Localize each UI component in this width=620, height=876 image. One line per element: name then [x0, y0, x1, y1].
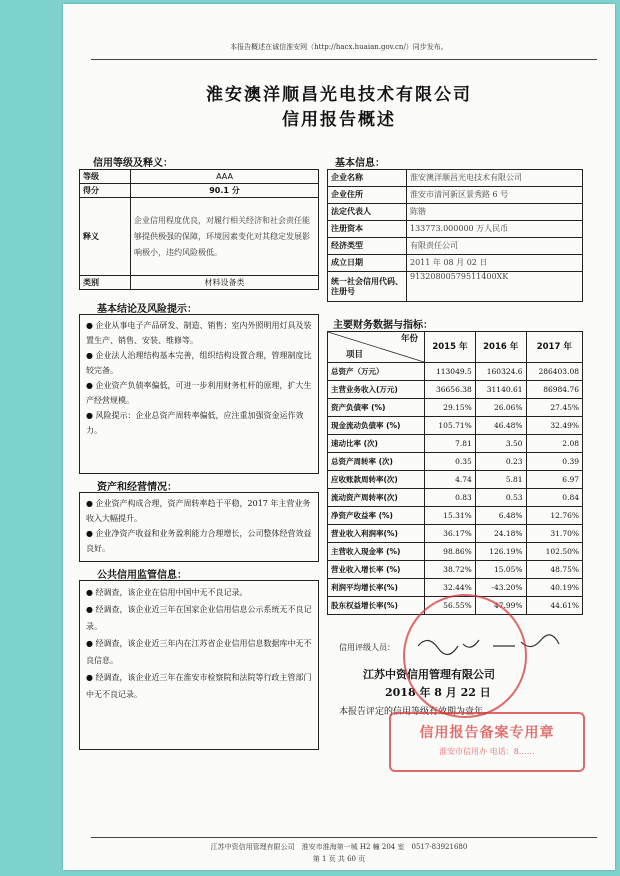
table-corner [328, 332, 425, 363]
finance-cell: 36656.38 [425, 381, 476, 399]
finance-cell: 12.76% [526, 507, 582, 525]
list-item: ● 企业资产构成合理，资产周转率趋于平稳，2017 年主营业务收入大幅提升。 [86, 499, 311, 523]
table-row [328, 435, 583, 453]
finance-cell: 0.39 [526, 453, 582, 471]
finance-cell: 38.72% [425, 561, 476, 579]
finance-cell: 3.50 [475, 435, 526, 453]
year-header: 2017 年 [526, 332, 582, 363]
finance-cell: 46.48% [475, 417, 526, 435]
finance-cell: 36.17% [425, 525, 476, 543]
list-item: ● 企业净资产收益和业务盈利能力合理增长，公司整体经营效益良好。 [86, 529, 312, 553]
table-row [328, 399, 583, 417]
issuer-name: 江苏中资信用管理有限公司 [363, 668, 495, 681]
footer-divider [91, 837, 597, 838]
list-item: ● 企业从事电子产品研发、制造、销售；室内外照明用灯具及装置生产、销售、安装、维修等。 [86, 321, 312, 345]
conclusion-box [79, 314, 319, 474]
finance-cell: 15.31% [425, 507, 476, 525]
table-row [328, 453, 583, 471]
finance-row-label: 总资产周转率 (次) [328, 453, 425, 471]
finance-cell: 0.84 [526, 489, 582, 507]
finance-row-label: 主营业务收入(万元) [328, 381, 425, 399]
table-row [328, 381, 583, 399]
basic-label: 企业名称 [328, 170, 407, 187]
table-row [328, 471, 583, 489]
credit-explanation: 企业信用程度优良，对履行相关经济和社会责任能够提供极强的保障，环境因素变化对其稳定发展影响极小，违约风险极低。 [131, 198, 319, 276]
company-title: 淮安澳洋顺昌光电技术有限公司 [206, 85, 472, 105]
operation-box [79, 492, 319, 562]
finance-cell: 32.49% [526, 417, 582, 435]
list-item: ● 经调查，该企业近三年内在江苏省企业信用信息数据库中无不良信息。 [86, 639, 312, 665]
finance-cell: 0.23 [475, 453, 526, 471]
credit-value: 90.1 分 [131, 184, 319, 198]
header-divider [91, 59, 597, 60]
stamp-text: 信用报告备案专用章 [419, 725, 555, 741]
basic-value: 133773.000000 万人民币 [407, 221, 583, 238]
year-header: 2015 年 [425, 332, 476, 363]
finance-cell: 0.83 [425, 489, 476, 507]
finance-cell: 26.06% [475, 399, 526, 417]
finance-cell: 44.61% [526, 597, 582, 615]
conclusion-heading: 基本结论及风险提示： [97, 304, 197, 315]
finance-cell: 32.44% [425, 579, 476, 597]
report-page [63, 4, 615, 870]
issue-date: 2018 年 8 月 22 日 [385, 686, 491, 699]
footer-contact: 江苏中资信用管理有限公司 淮安市淮海第一城 H2 幢 204 室 0517-83921680 [210, 843, 468, 851]
table-row [328, 417, 583, 435]
finance-cell: 0.53 [475, 489, 526, 507]
list-item: ● 经调查，该企业在信用中国中无不良记录。 [86, 588, 248, 597]
finance-cell: 105.71% [425, 417, 476, 435]
finance-cell: 0.35 [425, 453, 476, 471]
report-title: 信用报告概述 [282, 110, 396, 130]
basic-label: 注册资本 [328, 221, 407, 238]
stamp-subtext: 淮安市信用办 电话：8…… [439, 747, 535, 756]
finance-row-label: 利润平均增长率(%) [328, 579, 425, 597]
corner-year-label: 年份 [400, 334, 418, 344]
basic-label: 法定代表人 [328, 204, 407, 221]
basic-value: 2011 年 08 月 02 日 [407, 255, 583, 272]
basic-label: 成立日期 [328, 255, 407, 272]
table-row [328, 543, 583, 561]
header-note: 本报告概述在诚信淮安网（http://hacx.huaian.gov.cn/）同步发布。 [230, 43, 448, 51]
evaluator-label: 信用评级人员： [339, 643, 395, 652]
finance-row-label: 营业收入利润率(%) [328, 525, 425, 543]
finance-row-label: 净资产收益率 (%) [328, 507, 425, 525]
page-number: 第 1 页 共 60 页 [312, 855, 366, 863]
credit-label: 释义 [80, 198, 131, 276]
basic-label: 经济类型 [328, 238, 407, 255]
finance-row-label: 流动资产周转率(次) [328, 489, 425, 507]
table-row [328, 561, 583, 579]
finance-cell: 29.15% [425, 399, 476, 417]
list-item: ● 企业法人治理结构基本完善，组织结构设置合理，管理制度比较完备。 [86, 351, 312, 375]
basic-value: 陈锴 [407, 204, 583, 221]
table-row [328, 363, 583, 381]
finance-cell: 113049.5 [425, 363, 476, 381]
finance-heading: 主要财务数据与指标： [333, 320, 433, 331]
finance-cell: 31.70% [526, 525, 582, 543]
supervision-box [79, 580, 319, 750]
list-item: ● 风险提示：企业总资产周转率偏低，应注重加强资金运作效力。 [86, 411, 304, 435]
basic-heading: 基本信息： [335, 158, 385, 169]
finance-row-label: 总资产（万元） [328, 363, 425, 381]
table-row [328, 489, 583, 507]
year-header: 2016 年 [475, 332, 526, 363]
credit-label: 等级 [80, 170, 131, 184]
finance-row-label: 速动比率 (次) [328, 435, 425, 453]
table-row [328, 525, 583, 543]
finance-table [327, 331, 583, 615]
supervision-heading: 公共信用监管信息： [97, 570, 187, 581]
finance-cell: 5.81 [475, 471, 526, 489]
credit-value: AAA [131, 170, 319, 184]
credit-label: 类别 [80, 276, 131, 290]
finance-cell: 31140.61 [475, 381, 526, 399]
operation-heading: 资产和经营情况： [97, 482, 177, 493]
finance-cell: 286403.08 [526, 363, 582, 381]
basic-label: 统一社会信用代码、注册号 [328, 272, 407, 302]
basic-value: 有限责任公司 [407, 238, 583, 255]
basic-label: 企业住所 [328, 187, 407, 204]
finance-row-label: 现金流动负债率 (%) [328, 417, 425, 435]
finance-row-label: 营业收入增长率 (%) [328, 561, 425, 579]
table-row [328, 507, 583, 525]
finance-row-label: 股东权益增长率(%) [328, 597, 425, 615]
finance-cell: 48.75% [526, 561, 582, 579]
finance-cell: 7.81 [425, 435, 476, 453]
credit-label: 得分 [80, 184, 131, 198]
list-item: ● 经调查，该企业近三年在淮安市检察院和法院等行政主管部门中无不良记录。 [86, 673, 312, 699]
finance-cell: 24.18% [475, 525, 526, 543]
finance-cell: 98.86% [425, 543, 476, 561]
finance-cell: 47.99% [475, 597, 526, 615]
finance-cell: 56.55% [425, 597, 476, 615]
basic-value: 淮安市清河新区景秀路 6 号 [407, 187, 583, 204]
finance-row-label: 应收账款周转率(次) [328, 471, 425, 489]
filing-stamp [389, 712, 585, 772]
finance-cell: 4.74 [425, 471, 476, 489]
validity-note: 本报告评定的信用等级有效期为壹年。 [339, 707, 493, 717]
finance-cell: 40.19% [526, 579, 582, 597]
finance-cell: 6.97 [526, 471, 582, 489]
credit-table [79, 169, 319, 290]
finance-cell: 15.05% [475, 561, 526, 579]
finance-row-label: 资产负债率 (%) [328, 399, 425, 417]
basic-info-table [327, 169, 583, 302]
list-item: ● 经调查，该企业近三年在国家企业信用信息公示系统无不良记录。 [86, 605, 312, 631]
corner-item-label: 项目 [346, 350, 364, 361]
round-seal [403, 594, 527, 718]
finance-row-label: 主营收入现金率 (%) [328, 543, 425, 561]
finance-cell: 6.48% [475, 507, 526, 525]
finance-cell: 102.50% [526, 543, 582, 561]
credit-value: 材料设备类 [131, 276, 319, 290]
list-item: ● 企业资产负债率偏低，可进一步利用财务杠杆的原理，扩大生产经营规模。 [86, 381, 312, 405]
finance-cell: 27.45% [526, 399, 582, 417]
finance-cell: 160324.6 [475, 363, 526, 381]
basic-value: 淮安澳洋顺昌光电技术有限公司 [407, 170, 583, 187]
finance-cell: 126.19% [475, 543, 526, 561]
basic-value: 91320800579511400XK [407, 272, 583, 302]
finance-cell: 86984.76 [526, 381, 582, 399]
finance-cell: 2.08 [526, 435, 582, 453]
credit-heading: 信用等级及释义： [93, 158, 173, 169]
finance-cell: -43.20% [475, 579, 526, 597]
